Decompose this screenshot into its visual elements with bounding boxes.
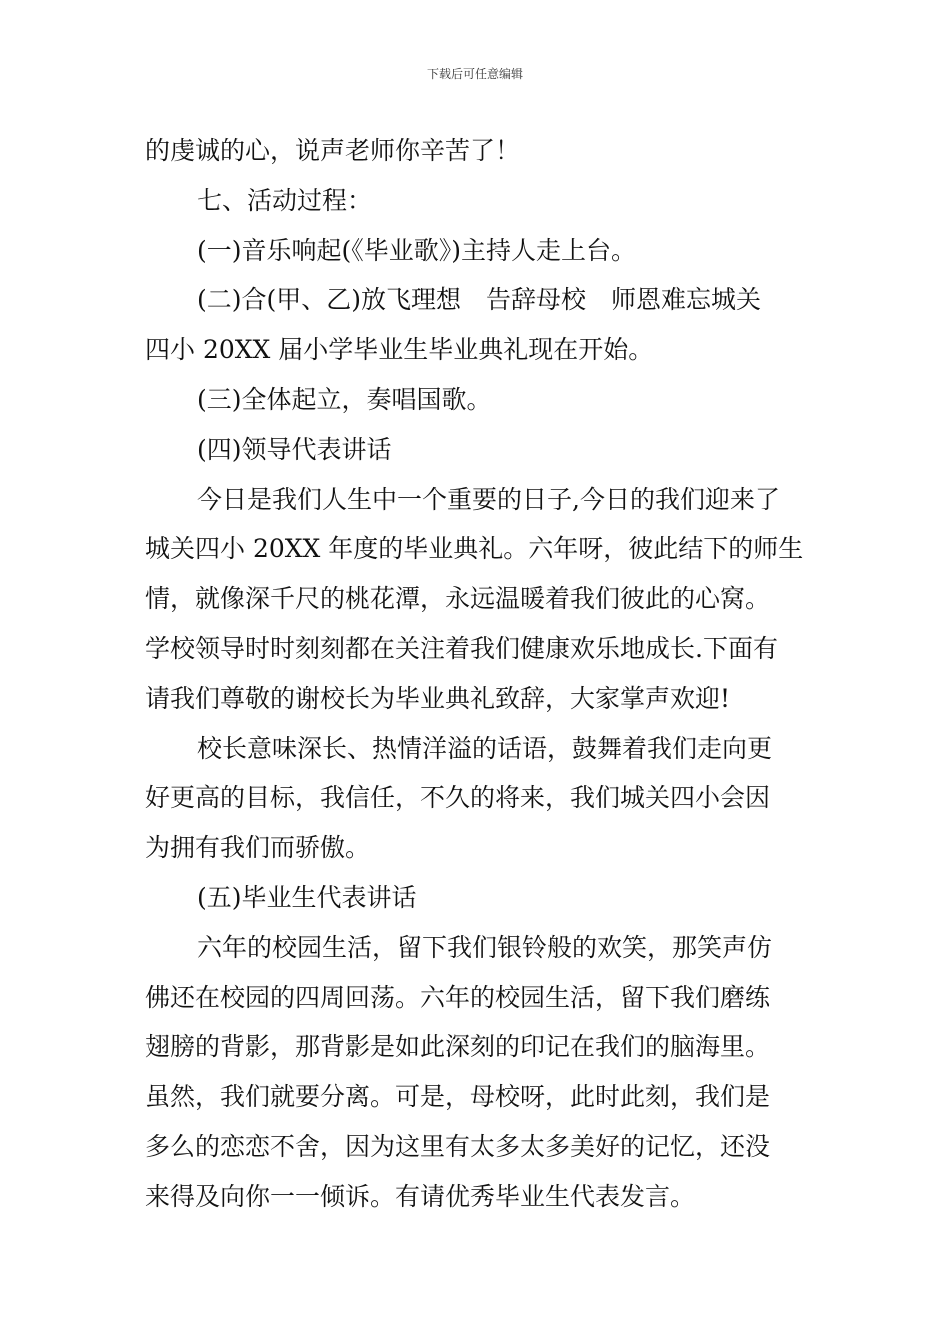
document-body (145, 126, 815, 1222)
text-line: (一)音乐响起(《毕业歌》)主持人走上台。 (197, 235, 637, 265)
text-line: 好更高的目标，我信任，不久的将来，我们城关四小会因 (145, 783, 771, 813)
text-line: 为拥有我们而骄傲。 (145, 833, 371, 863)
text-line: 学校领导时时刻刻都在关注着我们健康欢乐地成长.下面有 (145, 633, 778, 663)
text-line: 来得及向你一一倾诉。有请优秀毕业生代表发言。 (145, 1181, 696, 1211)
text-line: 六年的校园生活，留下我们银铃般的欢笑，那笑声仿 (197, 932, 773, 962)
text-line: 城关四小 20XX 年度的毕业典礼。六年呀，彼此结下的师生 (145, 534, 804, 564)
text-line: 虽然，我们就要分离。可是，母校呀，此时此刻，我们是 (145, 1082, 771, 1112)
text-line: (五)毕业生代表讲话 (197, 882, 417, 912)
text-line: (二)合(甲、乙)放飞理想 告辞母校 师恩难忘城关 (197, 285, 762, 315)
page-header: 下载后可任意编辑 (426, 67, 523, 81)
text-line: 多么的恋恋不舍，因为这里有太多太多美好的记忆，还没 (145, 1131, 771, 1161)
text-line: 今日是我们人生中一个重要的日子,今日的我们迎来了 (197, 484, 780, 514)
text-line: 请我们尊敬的谢校长为毕业典礼致辞，大家掌声欢迎! (145, 683, 731, 713)
text-line: (四)领导代表讲话 (197, 434, 392, 464)
text-line: 佛还在校园的四周回荡。六年的校园生活，留下我们磨练 (145, 982, 771, 1012)
text-line: 四小 20XX 届小学毕业生毕业典礼现在开始。 (145, 335, 654, 365)
text-line: 的虔诚的心，说声老师你辛苦了！ (145, 136, 521, 165)
text-line: 七、活动过程： (197, 185, 373, 215)
text-line: 校长意味深长、热情洋溢的话语，鼓舞着我们走向更 (197, 733, 773, 763)
text-line: 翅膀的背影，那背影是如此深刻的印记在我们的脑海里。 (145, 1032, 771, 1062)
text-line: 情，就像深千尺的桃花潭，永远温暖着我们彼此的心窝。 (145, 584, 771, 614)
text-line: (三)全体起立，奏唱国歌。 (197, 384, 492, 414)
